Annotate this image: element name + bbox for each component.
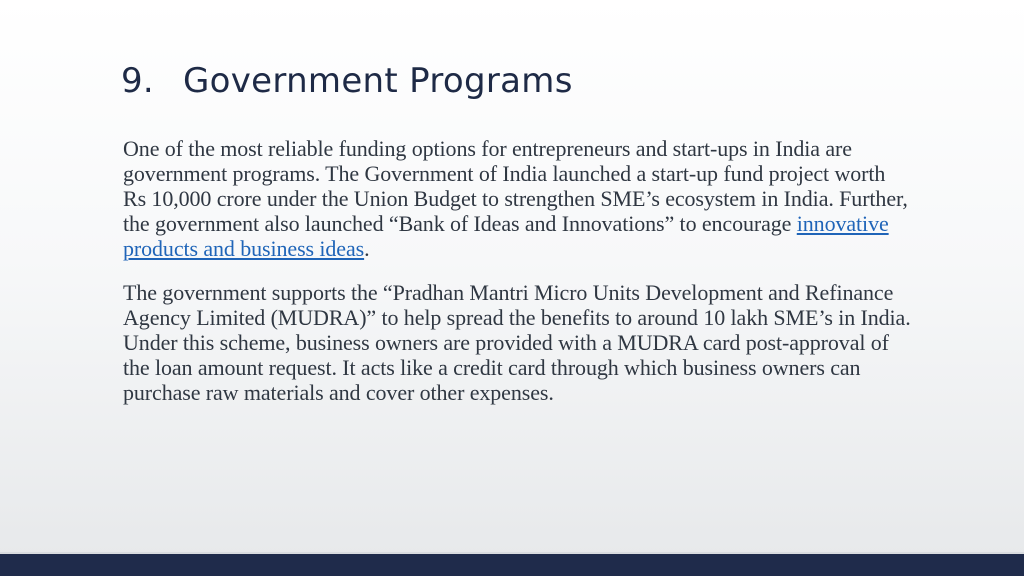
paragraph-funding-text: One of the most reliable funding options for entrepreneurs and start-ups in India are government programs. The Government of India launched a start-up fund project worth Rs 10,000 crore under the Union Budget to strengthen SME’s ecosystem in India. Further, the government also launched “Bank of Ideas and Innovations” to encourage	[123, 136, 908, 236]
paragraph-funding	[123, 136, 913, 261]
paragraph-mudra: The government supports the “Pradhan Mantri Micro Units Development and Refinance Agency Limited (MUDRA)” to help spread the benefits to around 10 lakh SME’s in India. Under this scheme, business owners are provided with a MUDRA card post-approval of the loan amount request. It acts like a credit card through which business owners can purchase raw materials and cover other expenses.	[123, 280, 911, 405]
innovative-products-link[interactable]: innovative products and business ideas	[123, 211, 889, 261]
slide-title-text: Government Programs	[183, 61, 573, 101]
footer-bar	[0, 554, 1024, 576]
slide-number: 9.	[121, 61, 155, 101]
paragraph-funding-period: .	[364, 236, 370, 261]
slide-title	[121, 58, 573, 104]
slide-body	[123, 136, 913, 424]
